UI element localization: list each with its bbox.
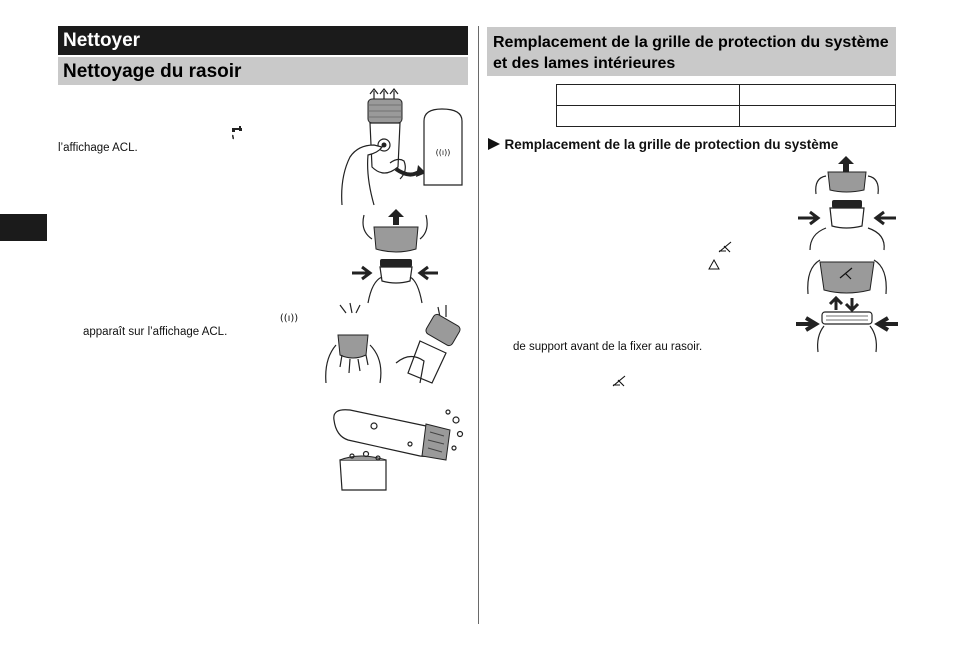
sub-heading <box>487 136 838 154</box>
blade-symbol-icon <box>717 241 735 253</box>
table-cell <box>557 85 740 106</box>
support-text: de support avant de la fixer au rasoir. <box>513 341 703 353</box>
play-arrow-icon <box>487 138 500 150</box>
table-row <box>557 106 896 127</box>
lcd-appears-text: apparaît sur l’affichage ACL. <box>83 326 228 338</box>
table-cell <box>740 85 896 106</box>
system-frame-illustration <box>796 154 898 352</box>
replacement-table <box>556 84 896 127</box>
section-title: Nettoyer <box>58 26 468 55</box>
replacement-title: Remplacement de la grille de protection du système et des lames intérieures <box>487 27 896 76</box>
table-cell <box>557 106 740 127</box>
lcd-display-text: l’affichage ACL. <box>58 142 138 154</box>
shaver-button-illustration <box>338 87 468 205</box>
foam-clean-illustration <box>330 404 466 496</box>
svg-text:((ı)): ((ı)) <box>279 313 299 324</box>
table-row <box>557 85 896 106</box>
faucet-icon <box>230 125 244 141</box>
svg-text:((ı)): ((ı)) <box>435 148 451 157</box>
column-divider <box>478 26 479 624</box>
rinse-illustration <box>320 303 466 383</box>
section-subtitle: Nettoyage du rasoir <box>58 57 468 85</box>
sub-heading-text: Remplacement de la grille de protection du système <box>504 137 839 152</box>
chapter-tab <box>0 214 47 241</box>
vibration-icon <box>280 311 298 323</box>
remove-frame-illustration <box>350 207 440 305</box>
blade-symbol-icon <box>611 375 629 387</box>
triangle-marker-icon <box>708 259 720 270</box>
table-cell <box>740 106 896 127</box>
